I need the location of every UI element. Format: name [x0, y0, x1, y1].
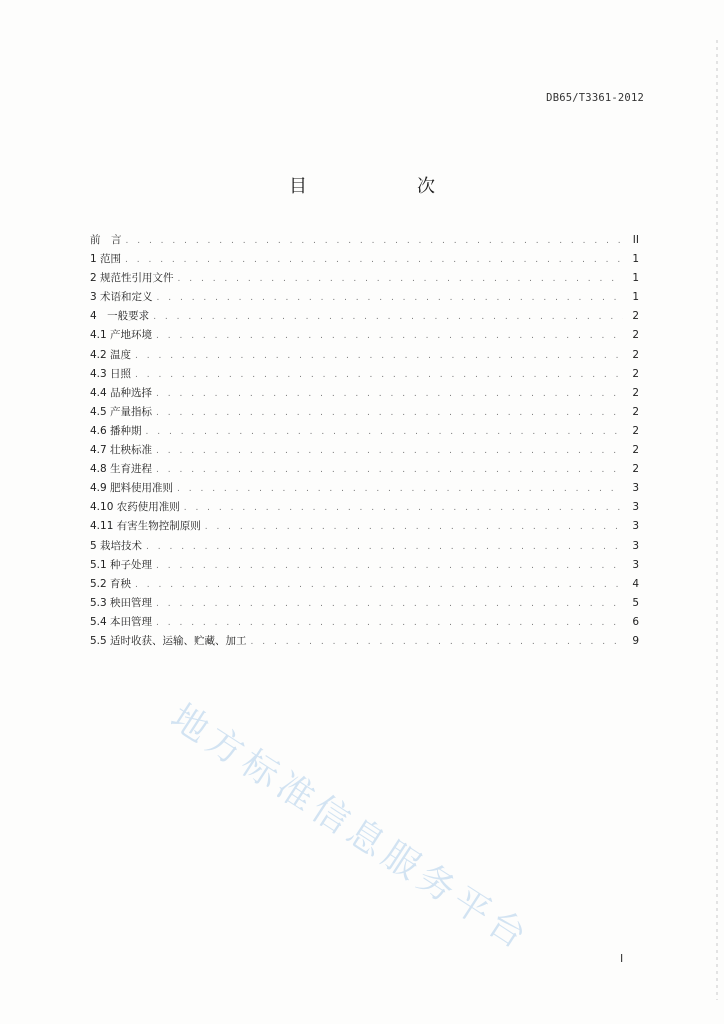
toc-entry-label: 4.8 生育进程 [90, 463, 153, 476]
toc-entry-label: 4.10 农药使用准则 [90, 501, 180, 514]
standard-code: DB65/T3361-2012 [546, 92, 644, 104]
toc-entry-page: 9 [632, 634, 639, 647]
toc-entry-page: 1 [632, 272, 639, 285]
toc-entry[interactable] [90, 613, 639, 632]
toc-entry-page: 1 [632, 253, 639, 266]
toc-leader-dots [156, 557, 623, 576]
watermark: 地方标准信息服务平台 [163, 696, 538, 960]
toc-leader-dots [153, 308, 623, 327]
toc-entry-label: 5.3 秧田管理 [90, 596, 153, 609]
toc-entry-page: 3 [632, 539, 639, 552]
toc-leader-dots [156, 385, 623, 404]
toc-entry-label: 4 一般要求 [90, 310, 150, 323]
toc-leader-dots [177, 480, 623, 499]
toc-leader-dots [146, 423, 623, 442]
toc-entry-page: 2 [632, 386, 639, 399]
toc-leader-dots [135, 576, 623, 595]
toc-entry[interactable] [90, 346, 639, 365]
toc-entry-label: 4.2 温度 [90, 348, 132, 361]
toc-leader-dots [178, 270, 623, 289]
toc-entry[interactable] [90, 365, 639, 384]
toc-entry-page: II [632, 234, 639, 246]
toc-entry-page: 2 [632, 329, 639, 342]
toc-entry-page: 2 [632, 405, 639, 418]
toc-leader-dots [146, 538, 623, 557]
toc-leader-dots [135, 347, 623, 366]
toc-entry-label: 5.4 本田管理 [90, 615, 153, 628]
toc-entry-page: 2 [632, 424, 639, 437]
toc-leader-dots [156, 614, 623, 633]
toc-entry-label: 4.1 产地环境 [90, 329, 153, 342]
toc-entry[interactable] [90, 250, 639, 269]
toc-entry-page: 3 [632, 520, 639, 533]
toc-entry-page: 2 [632, 367, 639, 380]
toc-leader-dots [156, 327, 623, 346]
toc-title: 目 次 [289, 176, 481, 197]
toc-entry-label: 4.4 品种选择 [90, 386, 153, 399]
toc-entry[interactable] [90, 556, 639, 575]
toc-leader-dots [156, 461, 623, 480]
toc-entry-page: 3 [632, 482, 639, 495]
toc-entry[interactable] [90, 517, 639, 536]
toc-entry[interactable] [90, 441, 639, 460]
toc-entry[interactable] [90, 269, 639, 288]
table-of-contents [90, 231, 639, 651]
toc-leader-dots [156, 442, 623, 461]
toc-entry-label: 4.11 有害生物控制原则 [90, 520, 201, 533]
toc-entry-page: 5 [632, 596, 639, 609]
toc-entry-page: 2 [632, 463, 639, 476]
toc-entry[interactable] [90, 288, 639, 307]
toc-entry[interactable] [90, 403, 639, 422]
page-number: I [620, 952, 624, 965]
toc-leader-dots [135, 366, 623, 385]
toc-entry-label: 3 术语和定义 [90, 291, 153, 304]
toc-entry-page: 3 [632, 501, 639, 514]
toc-entry-label: 5 栽培技术 [90, 539, 143, 552]
toc-entry-page: 2 [632, 444, 639, 457]
toc-entry-label: 4.6 播种期 [90, 424, 142, 437]
toc-leader-dots [156, 595, 623, 614]
toc-entry-label: 4.5 产量指标 [90, 405, 153, 418]
toc-entry-label: 4.7 壮秧标准 [90, 444, 153, 457]
scan-edge-artifact [716, 40, 718, 1000]
toc-entry[interactable] [90, 594, 639, 613]
toc-leader-dots [126, 232, 624, 251]
toc-leader-dots [125, 251, 623, 270]
toc-entry-label: 4.3 日照 [90, 367, 132, 380]
toc-entry-page: 2 [632, 310, 639, 323]
toc-entry-page: 1 [632, 291, 639, 304]
toc-leader-dots [184, 499, 623, 518]
toc-entry-label: 5.2 育秧 [90, 577, 132, 590]
toc-entry-label: 4.9 肥料使用准则 [90, 482, 174, 495]
toc-entry[interactable] [90, 537, 639, 556]
toc-entry[interactable] [90, 384, 639, 403]
toc-entry[interactable] [90, 460, 639, 479]
toc-leader-dots [251, 633, 623, 652]
toc-leader-dots [157, 289, 623, 308]
toc-entry[interactable] [90, 498, 639, 517]
toc-entry-page: 4 [632, 577, 639, 590]
toc-entry-page: 6 [632, 615, 639, 628]
toc-entry[interactable] [90, 575, 639, 594]
toc-entry[interactable] [90, 307, 639, 326]
toc-entry-page: 2 [632, 348, 639, 361]
toc-entry-page: 3 [632, 558, 639, 571]
toc-entry-label: 1 范围 [90, 253, 122, 266]
toc-entry-label: 前 言 [90, 234, 122, 246]
toc-entry[interactable] [90, 422, 639, 441]
toc-entry-label: 5.1 种子处理 [90, 558, 153, 571]
toc-leader-dots [205, 518, 623, 537]
toc-entry[interactable] [90, 632, 639, 651]
toc-entry[interactable] [90, 231, 639, 250]
toc-entry[interactable] [90, 326, 639, 345]
toc-entry-label: 2 规范性引用文件 [90, 272, 174, 285]
toc-leader-dots [156, 404, 623, 423]
toc-entry-label: 5.5 适时收获、运输、贮藏、加工 [90, 634, 247, 647]
toc-entry[interactable] [90, 479, 639, 498]
